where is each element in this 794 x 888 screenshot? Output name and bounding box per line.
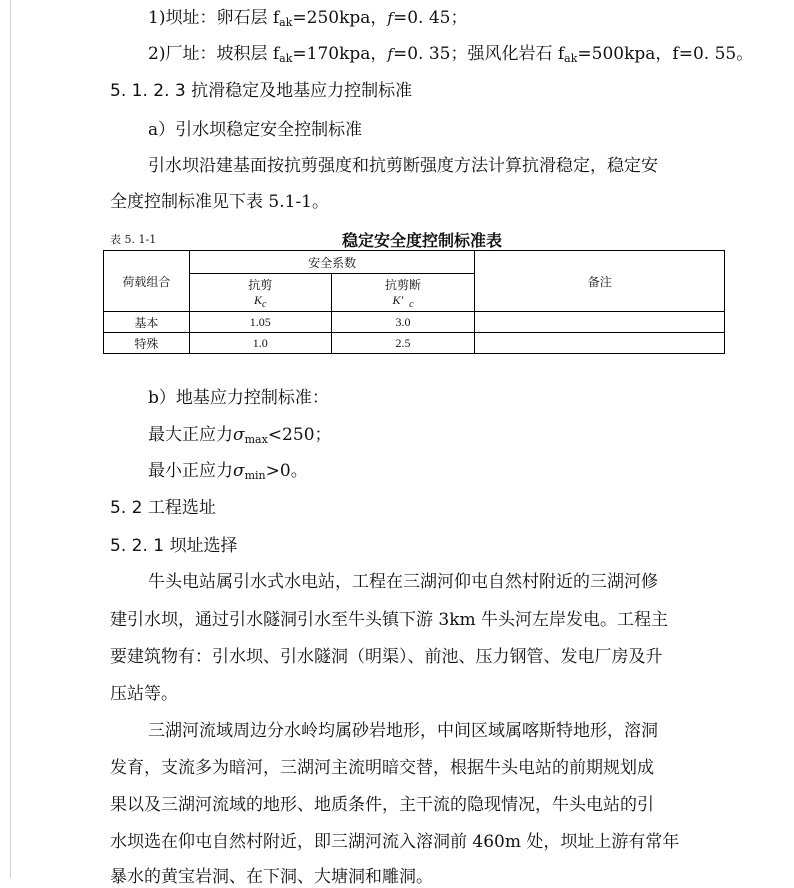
paragraph-line: 要建筑物有：引水坝、引水隧洞（明渠）、前池、压力钢管、发电厂房及升 (110, 647, 663, 667)
paragraph-line: 发育，支流多为暗河，三湖河主流明暗交替，根据牛头电站的前期规划成 (110, 758, 654, 778)
paragraph-line: 建引水坝，通过引水隧洞引水至牛头镇下游 3km 牛头河左岸发电。工程主 (110, 610, 669, 630)
subsection-b-title: b）地基应力控制标准： (148, 388, 329, 408)
table-row: 特殊 1.0 2.5 (104, 333, 725, 354)
paragraph-line: 全度控制标准见下表 5.1-1。 (110, 192, 329, 212)
header-load-combination: 荷载组合 (104, 251, 190, 312)
paragraph-line: 牛头电站属引水式水电站，工程在三湖河仰屯自然村附近的三湖河修 (148, 572, 658, 592)
paragraph-line: 引水坝沿建基面按抗剪强度和抗剪断强度方法计算抗滑稳定，稳定安 (148, 156, 658, 176)
stability-standard-table (103, 250, 725, 354)
max-stress-line: 最大正应力$\sigma_{max}<250$； (148, 425, 332, 446)
foundation-param-dam: 1)坝址：卵石层 $f_{ak}=250kpa$，f=0. 45； (148, 8, 468, 29)
paragraph-line: 三湖河流域周边分水岭均属砂岩地形，中间区域属喀斯特地形，溶洞 (148, 721, 658, 741)
section-heading-52: 5. 2 工程选址 (110, 498, 216, 518)
paragraph-line: 暴水的黄宝岩洞、在下洞、大塘洞和雕洞。 (110, 867, 433, 887)
paragraph-line: 水坝选在仰屯自然村附近，即三湖河流入溶洞前 460m 处，坝址上游有常年 (110, 832, 680, 852)
section-heading-521: 5. 2. 1 坝址选择 (110, 536, 238, 556)
foundation-param-plant: 2)厂址：坡积层 $f_{ak}=170kpa$，f=0. 35；强风化岩石 $f_{ak}=500kpa$，f=0. 55。 (148, 44, 754, 65)
paragraph-line: 果以及三湖河流域的地形、地质条件，主干流的隐现情况，牛头电站的引 (110, 795, 654, 815)
paragraph-line: 压站等。 (110, 684, 178, 704)
header-shear-break: 抗剪断 K′ $_c$ (331, 274, 475, 312)
header-remark: 备注 (475, 251, 725, 312)
header-shear: 抗剪 $K_c$ (189, 274, 331, 312)
section-heading-5123: 5. 1. 2. 3 抗滑稳定及地基应力控制标准 (110, 81, 413, 101)
table-row: 基本 1.05 3.0 (104, 312, 725, 333)
subsection-a-title: a）引水坝稳定安全控制标准 (148, 120, 363, 140)
table-label: 表 5. 1-1 (110, 233, 157, 246)
table-title: 稳定安全度控制标准表 (342, 231, 503, 250)
header-safety-factor: 安全系数 (189, 251, 475, 274)
min-stress-line: 最小正应力$\sigma_{min}>0$。 (148, 461, 308, 482)
